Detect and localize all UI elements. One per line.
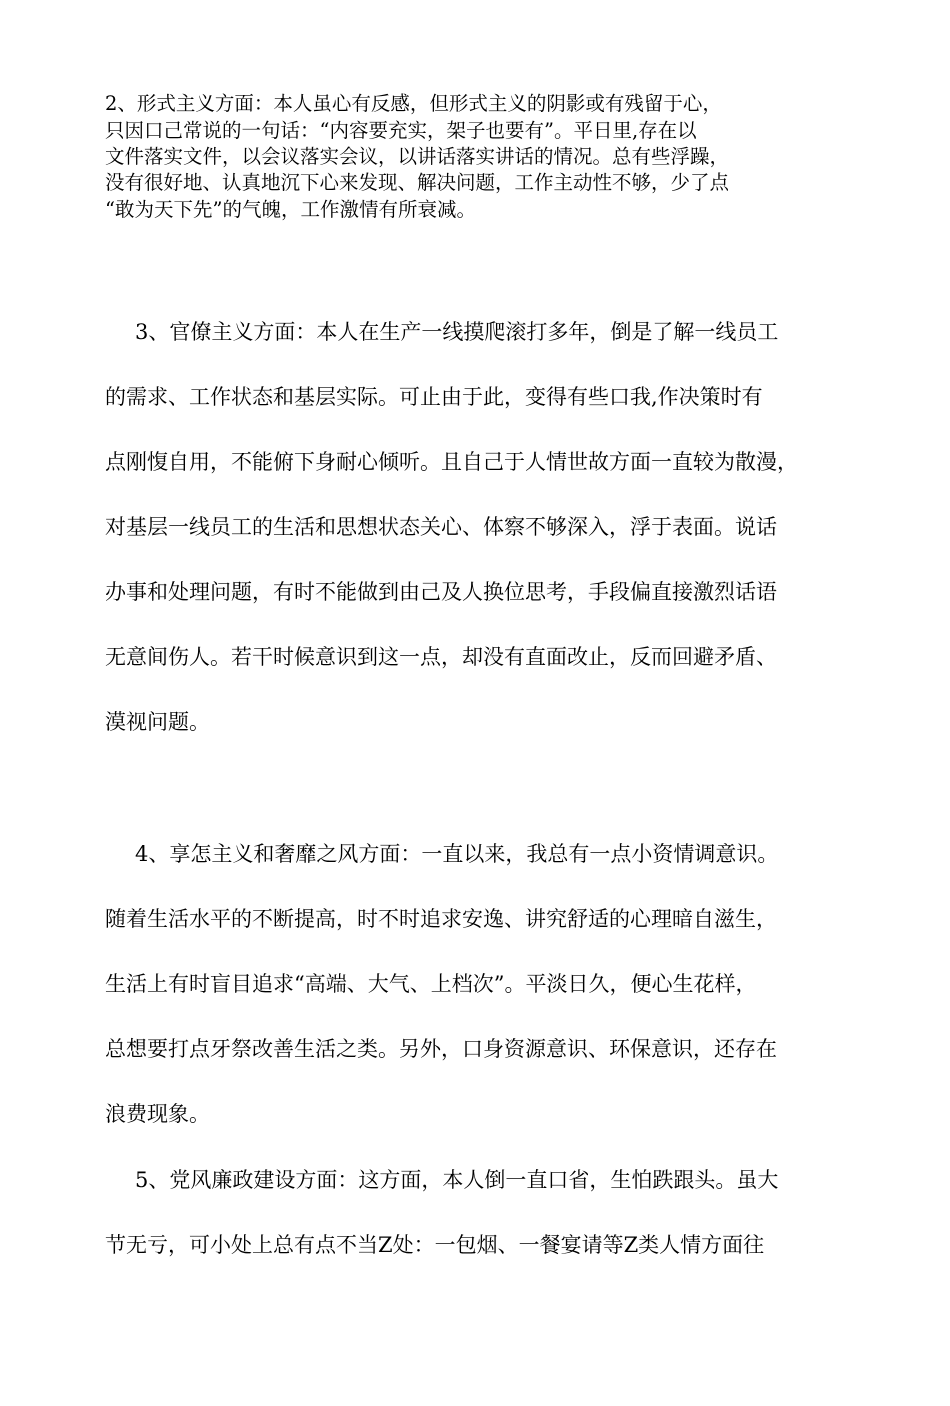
text-line: 3、官僚主义方面：本人在生产一线摸爬滚打多年，倒是了解一线员工 [135,320,779,344]
text-line: 办事和处理问题，有时不能做到由己及人换位思考，手段偏直接激烈话语 [105,580,777,604]
text-line: 点刚愎自用，不能俯下身耐心倾听。且自己于人情世故方面一直较为散漫， [105,450,798,474]
text-line: 总想要打点牙祭改善生活之类。另外，口身资源意识、环保意识，还存在 [105,1037,777,1061]
text-line: 的需求、工作状态和基层实际。可止由于此，变得有些口我,作决策时有 [105,385,763,409]
text-line: 浪费现象。 [105,1102,210,1126]
text-line: 5、党风廉政建设方面：这方面，本人倒一直口省，生怕跌跟头。虽大 [135,1168,779,1192]
text-line: 4、享怎主义和奢靡之风方面：一直以来，我总有一点小资情调意识。 [135,842,779,866]
text-line: 漠视问题。 [105,710,210,734]
text-line: “敢为天下先”的气魄，工作激情有所衰减。 [105,198,476,221]
text-line: 节无亏，可小处上总有点不当Z处：一包烟、一餐宴请等Z类人情方面往 [105,1233,765,1257]
text-line: 生活上有时盲目追求“高端、大气、上档次”。平淡日久，便心生花样， [105,972,757,996]
text-line: 没有很好地、认真地沉下心来发现、解决问题，工作主动性不够，少了点 [105,171,730,194]
text-line: 对基层一线员工的生活和思想状态关心、体察不够深入，浮于表面。说话 [105,515,777,539]
text-line: 无意间伤人。若干时候意识到这一点，却没有直面改止，反而回避矛盾、 [105,645,777,669]
text-line: 随着生活水平的不断提高，时不时追求安逸、讲究舒适的心理暗自滋生， [105,907,777,931]
text-line: 文件落实文件，以会议落实会议，以讲话落实讲话的情况。总有些浮躁， [105,145,730,168]
text-line: 2、形式主义方面：本人虽心有反感，但形式主义的阴影或有残留于心， [105,92,722,115]
text-line: 只因口己常说的一句话：“内容要充实，架子也要有”。平日里,存在以 [105,119,697,142]
